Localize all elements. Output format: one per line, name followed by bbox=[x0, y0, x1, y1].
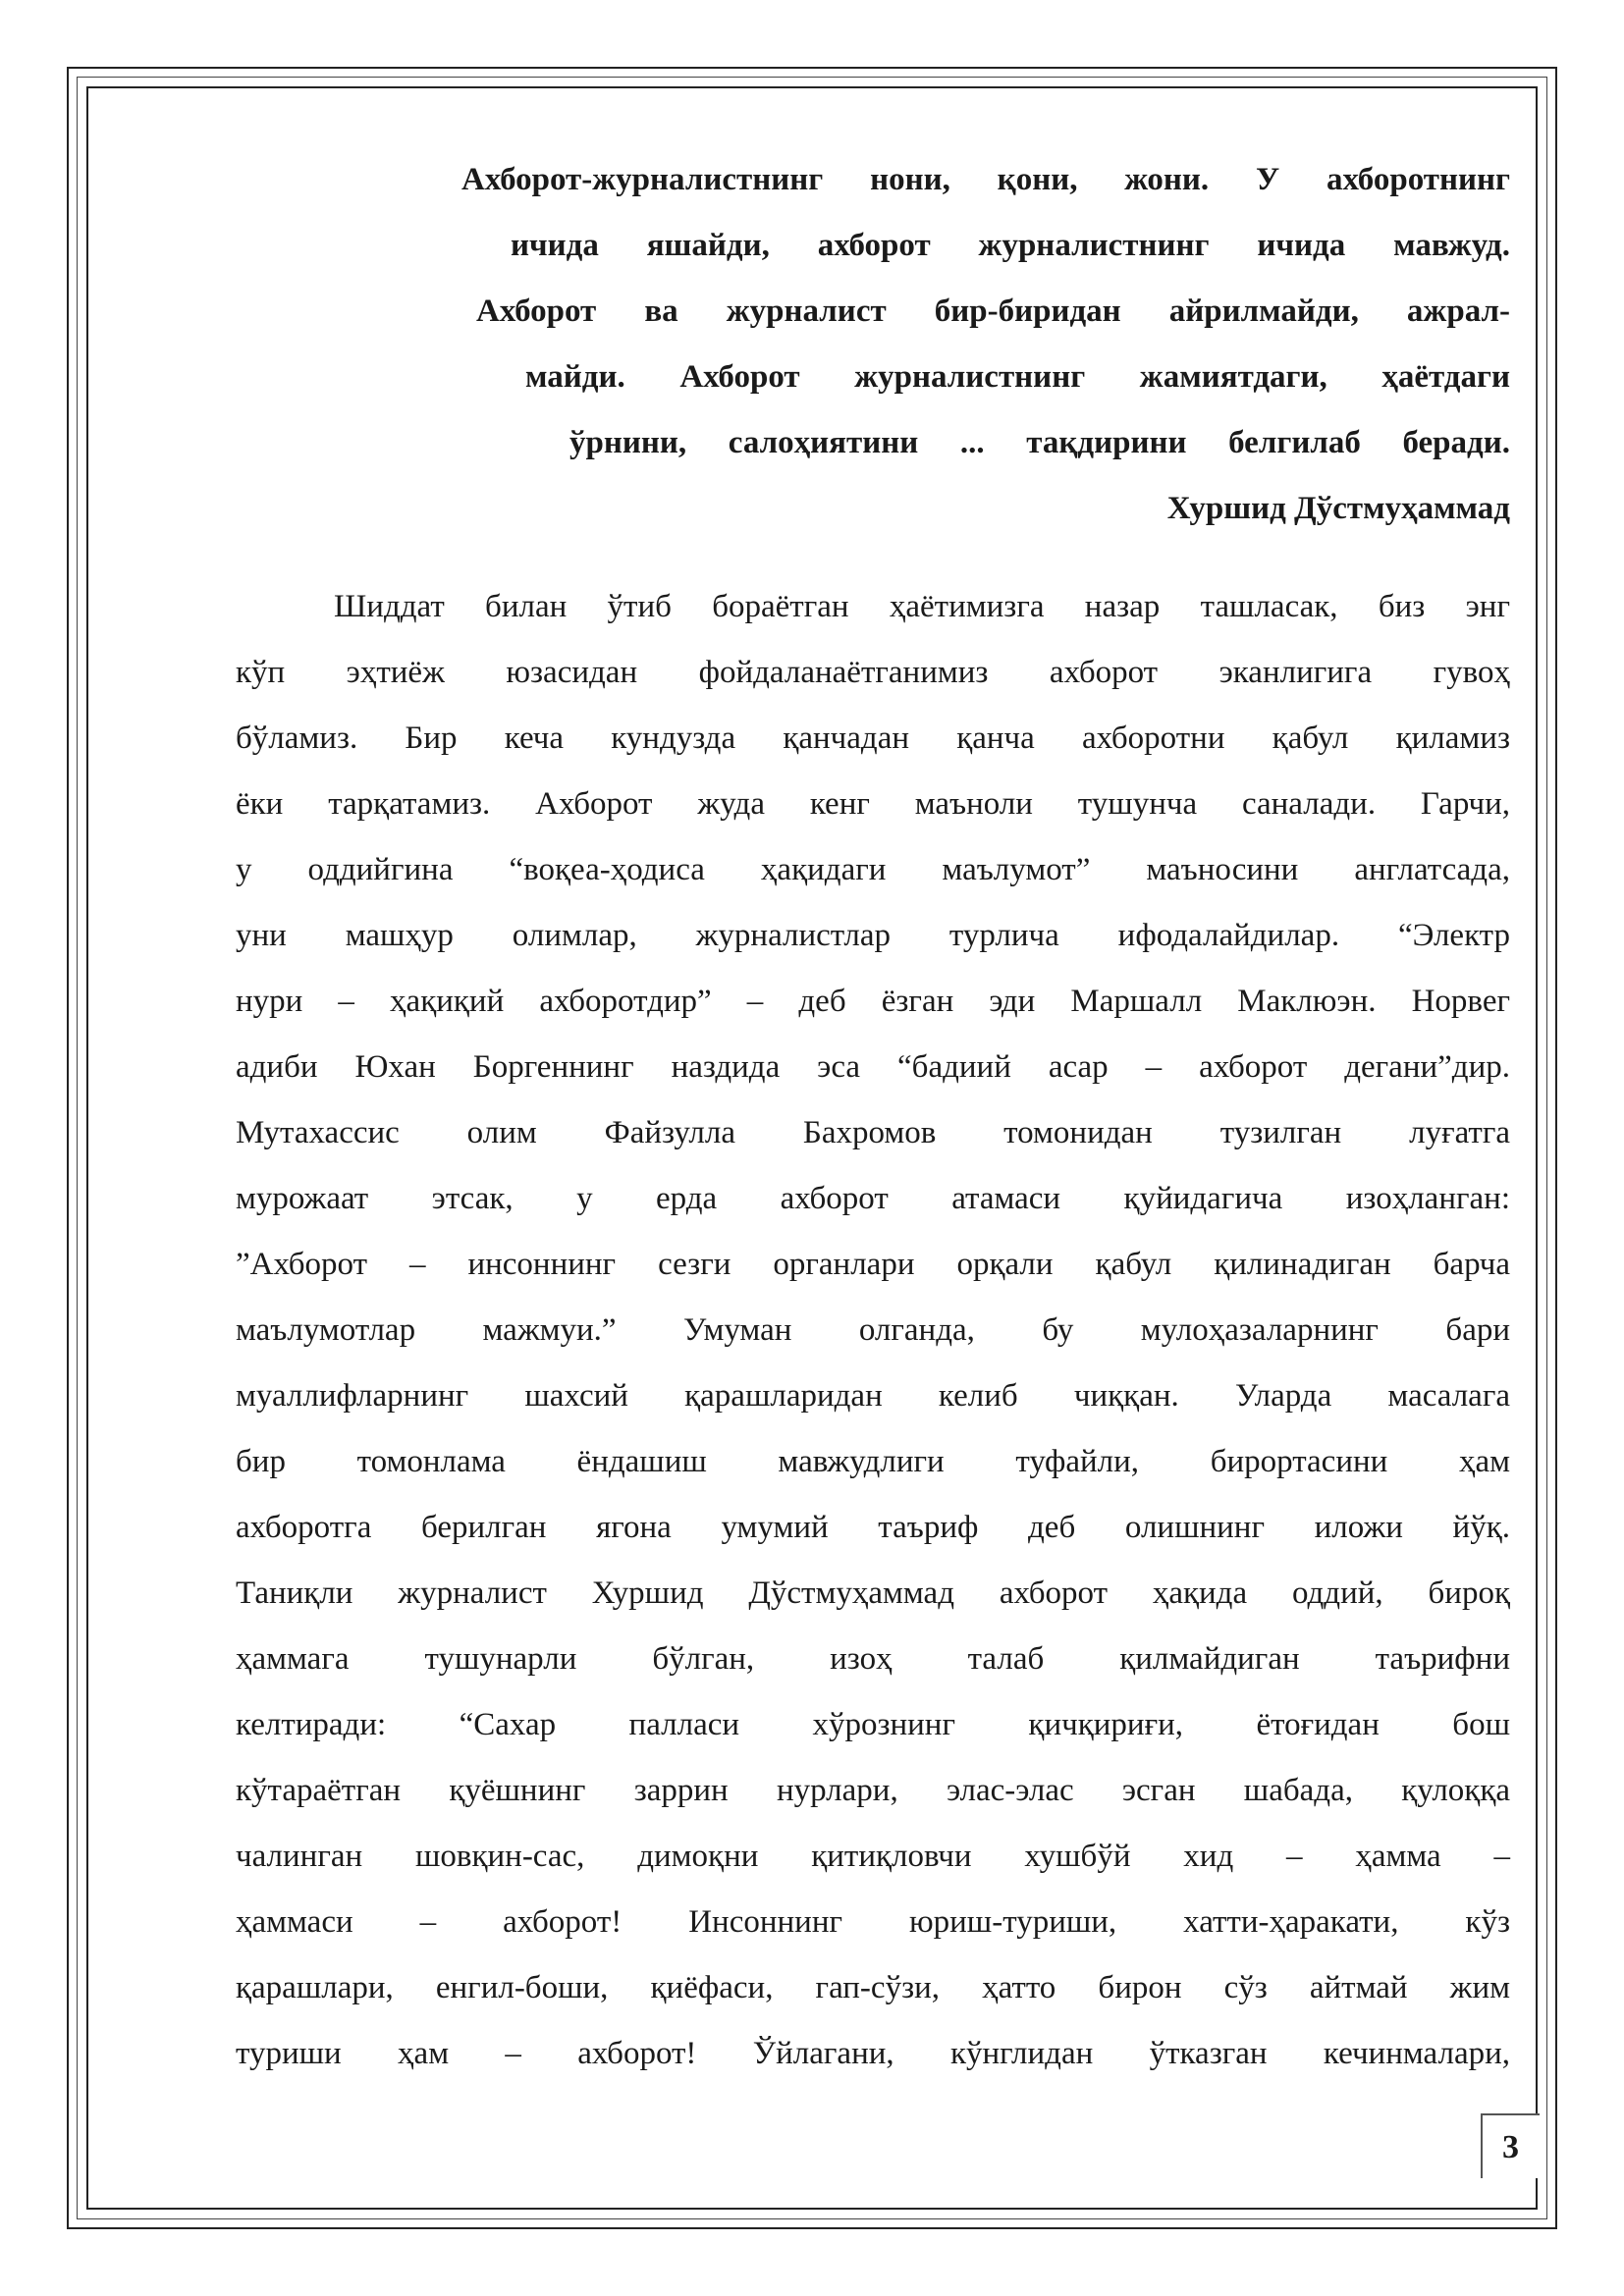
body-line: ёки тарқатамиз. Ахборот жуда кенг маъноли тушунча саналади. Гарчи, bbox=[236, 786, 1510, 822]
body-line: ҳаммага тушунарли бўлган, изоҳ талаб қилмайдиган таърифни bbox=[236, 1641, 1510, 1677]
body-line: келтиради: “Сахар палласи хўрознинг қичқириғи, ётоғидан бош bbox=[236, 1707, 1510, 1742]
body-line: ахборотга берилган ягона умумий таъриф деб олишнинг иложи йўқ. bbox=[236, 1510, 1510, 1545]
epigraph-author: Хуршид Дўстмуҳаммад bbox=[1166, 491, 1510, 526]
body-line: адиби Юхан Боргеннинг наздида эса “бадиий асар – ахборот дегани”дир. bbox=[236, 1049, 1510, 1085]
body-line: бўламиз. Бир кеча кундузда қанчадан қанча ахборотни қабул қиламиз bbox=[236, 721, 1510, 756]
body-line: кўп эҳтиёж юзасидан фойдаланаётганимиз ахборот эканлигига гувоҳ bbox=[236, 655, 1510, 690]
body-line: у оддийгина “воқеа-ҳодиса ҳақидаги маълумот” маъносини англатсада, bbox=[236, 852, 1510, 887]
epigraph-line: майди. Ахборот журналистнинг жамиятдаги, ҳаётдаги bbox=[525, 359, 1510, 395]
body-line: ҳаммаси – ахборот! Инсоннинг юриш-туриши, хатти-ҳаракати, кўз bbox=[236, 1904, 1510, 1940]
epigraph-line: ўрнини, салоҳиятини ... тақдирини белгилаб беради. bbox=[569, 425, 1510, 460]
body-line: чалинган шовқин-сас, димоқни қитиқловчи хушбўй хид – ҳамма – bbox=[236, 1839, 1510, 1874]
epigraph bbox=[452, 147, 1510, 542]
body-line: ”Ахборот – инсоннинг сезги органлари орқали қабул қилинадиган барча bbox=[236, 1247, 1510, 1282]
body-line: бир томонлама ёндашиш мавжудлиги туфайли, бирортасини ҳам bbox=[236, 1444, 1510, 1479]
body-line: туриши ҳам – ахборот! Ўйлагани, кўнглидан ўтказган кечинмалари, bbox=[236, 2036, 1510, 2071]
body-line: уни машҳур олимлар, журналистлар турлича ифодалайдилар. “Электр bbox=[236, 918, 1510, 953]
body-line: маълумотлар мажмуи.” Умуман олганда, бу мулоҳазаларнинг бари bbox=[236, 1312, 1510, 1348]
body-line: мурожаат этсак, у ерда ахборот атамаси қуйидагича изоҳланган: bbox=[236, 1181, 1510, 1216]
epigraph-line: ичида яшайди, ахборот журналистнинг ичида мавжуд. bbox=[511, 228, 1510, 263]
body-text bbox=[236, 574, 1510, 2087]
page-number: 3 bbox=[1502, 2129, 1519, 2165]
body-line: Мутахассис олим Файзулла Бахромов томонидан тузилган луғатга bbox=[236, 1115, 1510, 1150]
body-line: кўтараётган қуёшнинг заррин нурлари, элас-элас эсган шабада, қулоққа bbox=[236, 1773, 1510, 1808]
body-line: нури – ҳақиқий ахборотдир” – деб ёзган эди Маршалл Маклюэн. Норвег bbox=[236, 984, 1510, 1019]
body-line: Таниқли журналист Хуршид Дўстмуҳаммад ахборот ҳақида оддий, бироқ bbox=[236, 1575, 1510, 1611]
body-line: қарашлари, енгил-боши, қиёфаси, гап-сўзи, ҳатто бирон сўз айтмай жим bbox=[236, 1970, 1510, 2005]
epigraph-line: Ахборот ва журналист бир-биридан айрилмайди, ажрал- bbox=[476, 294, 1510, 329]
epigraph-line: Ахборот-журналистнинг нони, қони, жони. У ахборотнинг bbox=[461, 162, 1510, 197]
body-line: Шиддат билан ўтиб бораётган ҳаётимизга назар ташласак, биз энг bbox=[334, 589, 1510, 624]
body-line: муаллифларнинг шахсий қарашларидан келиб чиққан. Уларда масалага bbox=[236, 1378, 1510, 1414]
